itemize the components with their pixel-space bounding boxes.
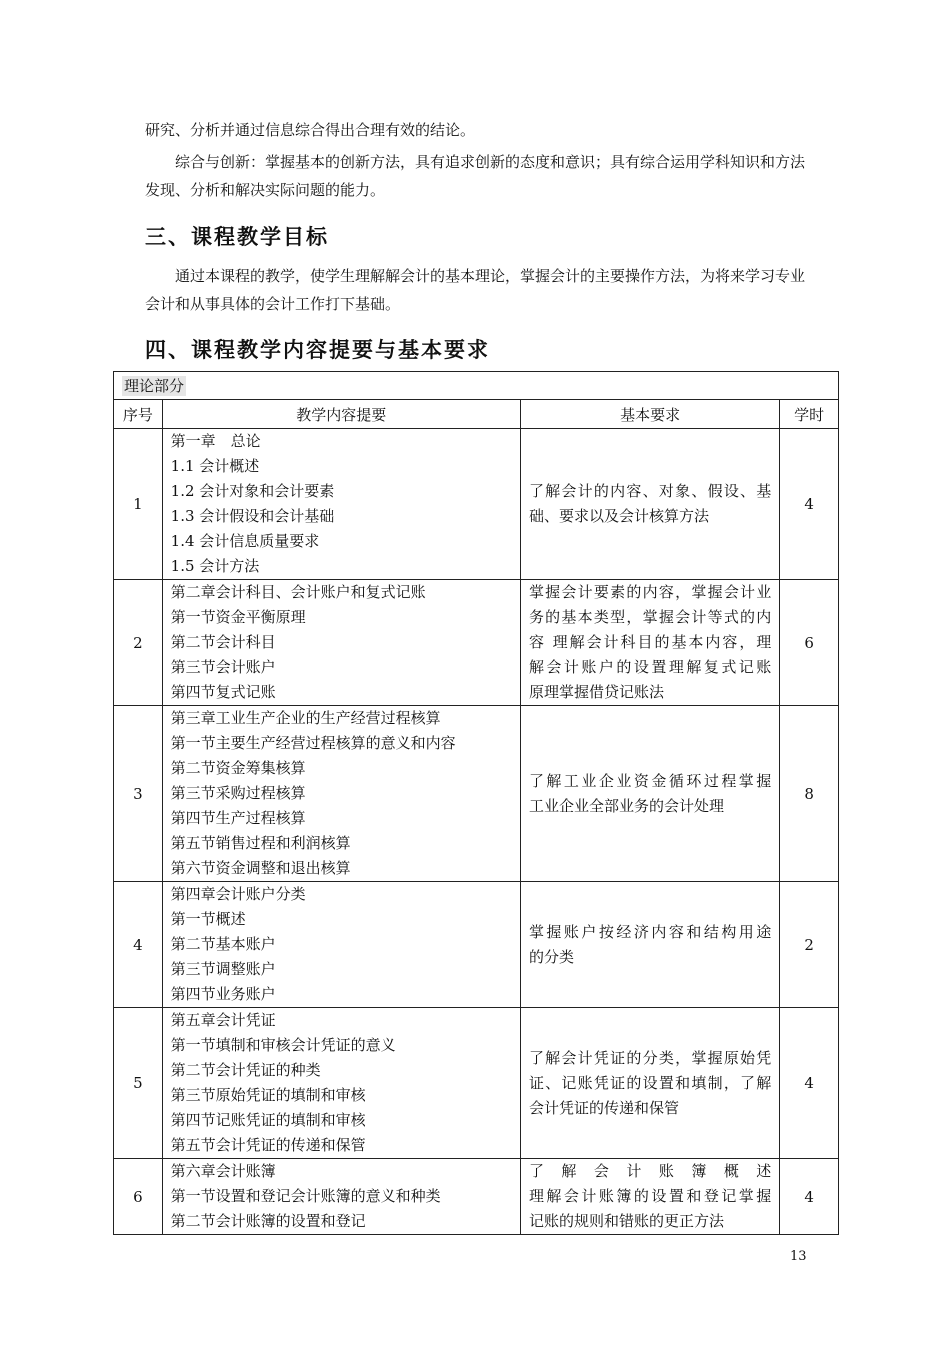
- section-label-row: [114, 372, 839, 400]
- content-line: 第二节会计凭证的种类: [170, 1061, 321, 1079]
- requirement-line: 了解会计凭证的分类，掌握原始凭: [528, 1048, 772, 1067]
- table-row: [114, 882, 839, 1008]
- content-line: 第四节生产过程核算: [170, 809, 306, 827]
- content-cell: [162, 1008, 520, 1159]
- content-cell: [162, 706, 520, 882]
- requirement-line: 了解会计账簿概述: [528, 1162, 772, 1180]
- table-row: [114, 429, 839, 580]
- requirement-line: 掌握会计要素的内容，掌握会计业: [528, 583, 772, 601]
- content-line: 第一节设置和登记会计账簿的意义和种类: [170, 1187, 441, 1205]
- row-number: 6: [114, 1159, 163, 1235]
- table-row: [114, 706, 839, 882]
- content-line: 第五节销售过程和利润核算: [170, 834, 351, 852]
- requirements-cell: [520, 1008, 779, 1159]
- content-line: 第四节业务账户: [170, 985, 276, 1003]
- section-4-heading: 四、课程教学内容提要与基本要求: [145, 338, 490, 362]
- content-cell: [162, 1159, 520, 1235]
- section-label: 理论部分: [124, 377, 185, 395]
- content-line: 第三节采购过程核算: [170, 784, 306, 802]
- section-label-cell: [114, 372, 839, 400]
- content-line: 第四节复式记账: [170, 683, 276, 701]
- hours-cell: 8: [780, 706, 839, 882]
- content-line: 第三节原始凭证的填制和审核: [170, 1086, 366, 1104]
- content-line: 第二节会计科目: [170, 633, 276, 651]
- content-line: 第二节会计账簿的设置和登记: [170, 1212, 366, 1230]
- requirements-cell: [520, 429, 779, 580]
- content-cell: [162, 580, 520, 706]
- content-line: 第一节资金平衡原理: [170, 608, 306, 626]
- hours-cell: 2: [780, 882, 839, 1008]
- content-line: 1.3 会计假设和会计基础: [170, 507, 335, 525]
- table-row: [114, 580, 839, 706]
- requirements-cell: [520, 1159, 779, 1235]
- content-line: 第一节主要生产经营过程核算的意义和内容: [170, 734, 456, 752]
- requirement-line: 证、记账凭证的设置和填制，了解: [528, 1073, 772, 1092]
- header-hours: 学时: [780, 400, 839, 429]
- requirement-line: 了解会计的内容、对象、假设、基: [528, 482, 772, 500]
- requirement-line: 础、要求以及会计核算方法: [528, 507, 709, 525]
- requirements-cell: [520, 882, 779, 1008]
- requirement-line: 解会计账户的设置理解复式记账: [528, 658, 772, 676]
- content-line: 第一章 总论: [170, 432, 261, 450]
- requirement-line: 原理掌握借贷记账法: [528, 683, 664, 701]
- content-line: 第一节概述: [170, 910, 246, 928]
- requirements-cell: [520, 706, 779, 882]
- course-content-table: [113, 371, 839, 1235]
- hours-cell: 4: [780, 1008, 839, 1159]
- hours-cell: 4: [780, 1159, 839, 1235]
- content-line: 第六章会计账簿: [170, 1162, 276, 1180]
- content-line: 第三节调整账户: [170, 960, 276, 978]
- intro-paragraph-end: 研究、分析并通过信息综合得出合理有效的结论。: [145, 121, 476, 139]
- content-line: 1.5 会计方法: [170, 557, 260, 575]
- content-line: 第三节会计账户: [170, 658, 276, 676]
- row-number: 3: [114, 706, 163, 882]
- table-body: [114, 372, 839, 1235]
- requirement-line: 了解工业企业资金循环过程掌握: [528, 771, 772, 790]
- requirement-line: 掌握账户按经济内容和结构用途: [528, 922, 772, 941]
- table-row: [114, 1008, 839, 1159]
- row-number: 1: [114, 429, 163, 580]
- page-number: 13: [790, 1249, 807, 1264]
- content-line: 第三章工业生产企业的生产经营过程核算: [170, 709, 441, 727]
- content-line: 第四章会计账户分类: [170, 885, 306, 903]
- row-number: 2: [114, 580, 163, 706]
- requirement-line: 记账的规则和错账的更正方法: [528, 1212, 724, 1230]
- requirement-line: 的分类: [528, 947, 574, 966]
- hours-cell: 4: [780, 429, 839, 580]
- header-requirements: 基本要求: [520, 400, 779, 429]
- content-line: 第五章会计凭证: [170, 1011, 276, 1029]
- content-line: 1.2 会计对象和会计要素: [170, 482, 335, 500]
- content-cell: [162, 429, 520, 580]
- requirements-cell: [520, 580, 779, 706]
- section-3-heading: 三、课程教学目标: [145, 225, 329, 249]
- synthesis-paragraph: 综合与创新：掌握基本的创新方法，具有追求创新的态度和意识；具有综合运用学科知识和方法发现、分析和解决实际问题的能力。: [145, 153, 806, 199]
- requirement-line: 会计凭证的传递和保管: [528, 1098, 679, 1117]
- content-line: 1.4 会计信息质量要求: [170, 532, 320, 550]
- row-number: 5: [114, 1008, 163, 1159]
- content-line: 第五节会计凭证的传递和保管: [170, 1136, 366, 1154]
- header-content: 教学内容提要: [162, 400, 520, 429]
- requirement-line: 工业企业全部业务的会计处理: [528, 796, 724, 815]
- requirement-line: 理解会计账簿的设置和登记掌握: [528, 1187, 772, 1205]
- content-line: 第六节资金调整和退出核算: [170, 859, 351, 877]
- content-line: 第二节基本账户: [170, 935, 276, 953]
- requirement-line: 容 理解会计科目的基本内容，理: [528, 633, 772, 651]
- table-row: [114, 1159, 839, 1235]
- header-row: [114, 400, 839, 429]
- requirement-line: 务的基本类型，掌握会计等式的内: [528, 608, 772, 626]
- hours-cell: 6: [780, 580, 839, 706]
- content-cell: [162, 882, 520, 1008]
- content-line: 第四节记账凭证的填制和审核: [170, 1111, 366, 1129]
- header-num: 序号: [114, 400, 163, 429]
- content-line: 第一节填制和审核会计凭证的意义: [170, 1036, 396, 1054]
- section-3-body: 通过本课程的教学，使学生理解解会计的基本理论，掌握会计的主要操作方法，为将来学习专业会计和从事具体的会计工作打下基础。: [145, 267, 806, 313]
- row-number: 4: [114, 882, 163, 1008]
- content-line: 第二节资金筹集核算: [170, 759, 306, 777]
- content-line: 第二章会计科目、会计账户和复式记账: [170, 583, 426, 601]
- content-line: 1.1 会计概述: [170, 457, 260, 475]
